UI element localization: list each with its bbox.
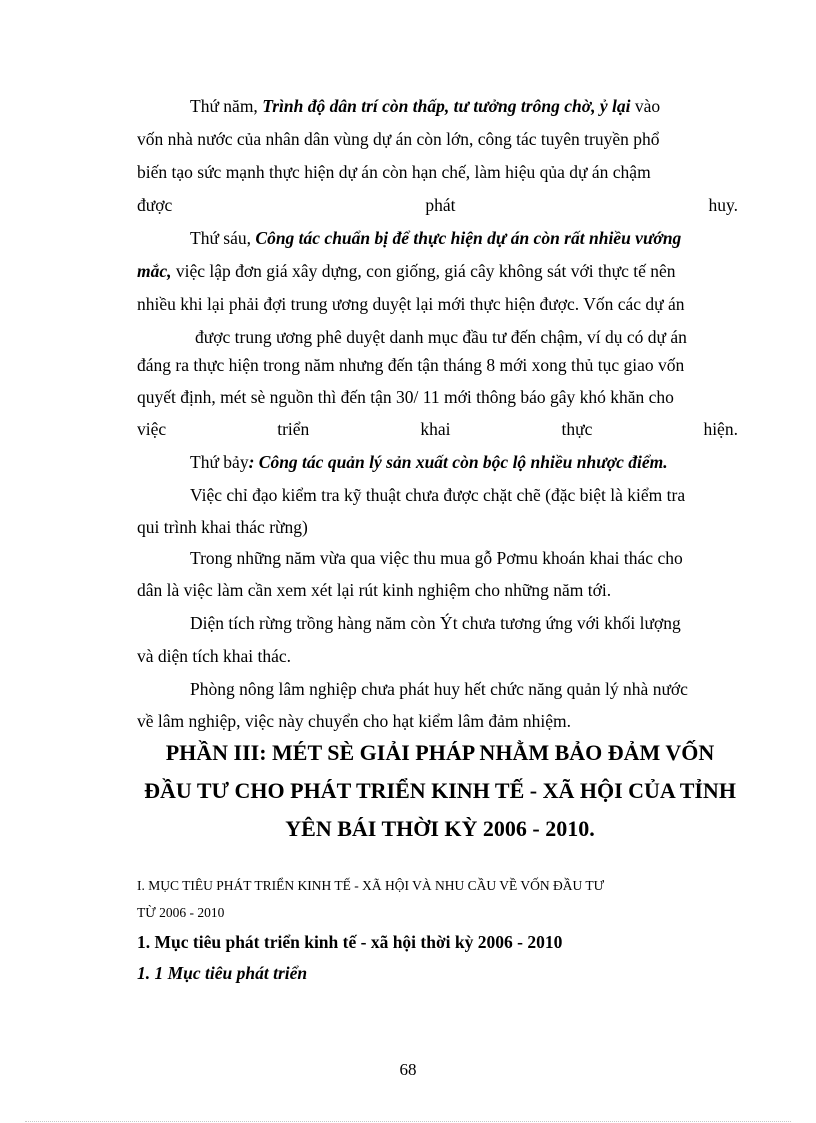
paragraph-line: vốn nhà nước của nhân dân vùng dự án còn lớn, công tác tuyên truyền phổ [137,129,660,149]
paragraph-line: đáng ra thực hiện trong năm nhưng đến tận tháng 8 mới xong thủ tục giao vốn [137,355,685,375]
paragraph-line-justified [137,193,738,217]
word: triển [277,419,310,439]
text: vào [630,96,661,116]
paragraph-line: biến tạo sức mạnh thực hiện dự án còn hạn chế, làm hiệu qủa dự án chậm [137,162,651,182]
paragraph-line: được trung ương phê duyệt danh mục đầu tư đến chậm, ví dụ có dự án [195,327,687,347]
section-title-line: I. MỤC TIÊU PHÁT TRIỂN KINH TẾ - XÃ HỘI VÀ NHU CẦU VỀ VỐN ĐẦU TƯ [137,878,605,893]
paragraph-line [190,94,738,118]
word: khai [420,419,451,439]
part-heading-line: ĐẦU TƯ CHO PHÁT TRIỂN KINH TẾ - XÃ HỘI CỦA TỈNH [144,778,736,803]
word: huy. [708,195,738,215]
subsubsection-title: 1. 1 Mục tiêu phát triển [137,963,308,983]
text: Thứ bảy [190,452,249,472]
word: được [137,195,173,215]
paragraph-line: Diện tích rừng trồng hàng năm còn Ýt chưa tương ứng với khối lượng [190,613,681,633]
paragraph-line: nhiều khi lại phải đợi trung ương duyệt lại mới thực hiện được. Vốn các dự án [137,294,685,314]
paragraph-line: quyết định, mét sè nguồn thì đến tận 30/ 11 mới thông báo gây khó khăn cho [137,387,674,407]
subsection-title: 1. Mục tiêu phát triển kinh tế - xã hội thời kỳ 2006 - 2010 [137,932,563,952]
paragraph-line [190,226,738,250]
paragraph-line: Trong những năm vừa qua việc thu mua gỗ Pơmu khoán khai thác cho [190,548,683,568]
word: việc [137,419,167,439]
paragraph-line [137,259,738,283]
section-title-line: TỪ 2006 - 2010 [137,905,225,920]
paragraph-line: qui trình khai thác rừng) [137,517,308,537]
text: Thứ sáu, [190,228,256,248]
paragraph-line [190,450,738,474]
word: hiện. [703,419,738,439]
paragraph-line: Phòng nông lâm nghiệp chưa phát huy hết chức năng quản lý nhà nước [190,679,688,699]
paragraph-line-justified [137,417,738,441]
emphasis-text: mắc, [137,261,172,281]
text: việc lập đơn giá xây dựng, con giống, giá cây không sát với thực tế nên [171,261,676,281]
word: thực [561,419,593,439]
emphasis-text: Công tác chuẩn bị để thực hiện dự án còn rất nhiều vướng [255,228,682,248]
paragraph-line: dân là việc làm cần xem xét lại rút kinh nghiệm cho những năm tới. [137,580,612,600]
paragraph-line: và diện tích khai thác. [137,646,292,666]
paragraph-line: về lâm nghiệp, việc này chuyển cho hạt kiểm lâm đảm nhiệm. [137,711,571,731]
part-heading-line: PHẦN III: MÉT SÈ GIẢI PHÁP NHẰM BẢO ĐẢM VỐN [165,740,715,765]
text: Thứ năm, [190,96,263,116]
part-heading-line: YÊN BÁI THỜI KỲ 2006 - 2010. [285,816,595,841]
page-number: 68 [399,1060,417,1079]
page-bottom-border [25,1121,791,1122]
emphasis-text: Trình độ dân trí còn thấp, tư tưởng trông chờ, ỷ lại [262,96,631,116]
emphasis-text: : Công tác quản lý sản xuất còn bộc lộ nhiều nhược điểm. [248,452,668,472]
paragraph-line: Việc chỉ đạo kiểm tra kỹ thuật chưa được chặt chẽ (đặc biệt là kiểm tra [190,485,686,505]
word: phát [425,195,456,215]
